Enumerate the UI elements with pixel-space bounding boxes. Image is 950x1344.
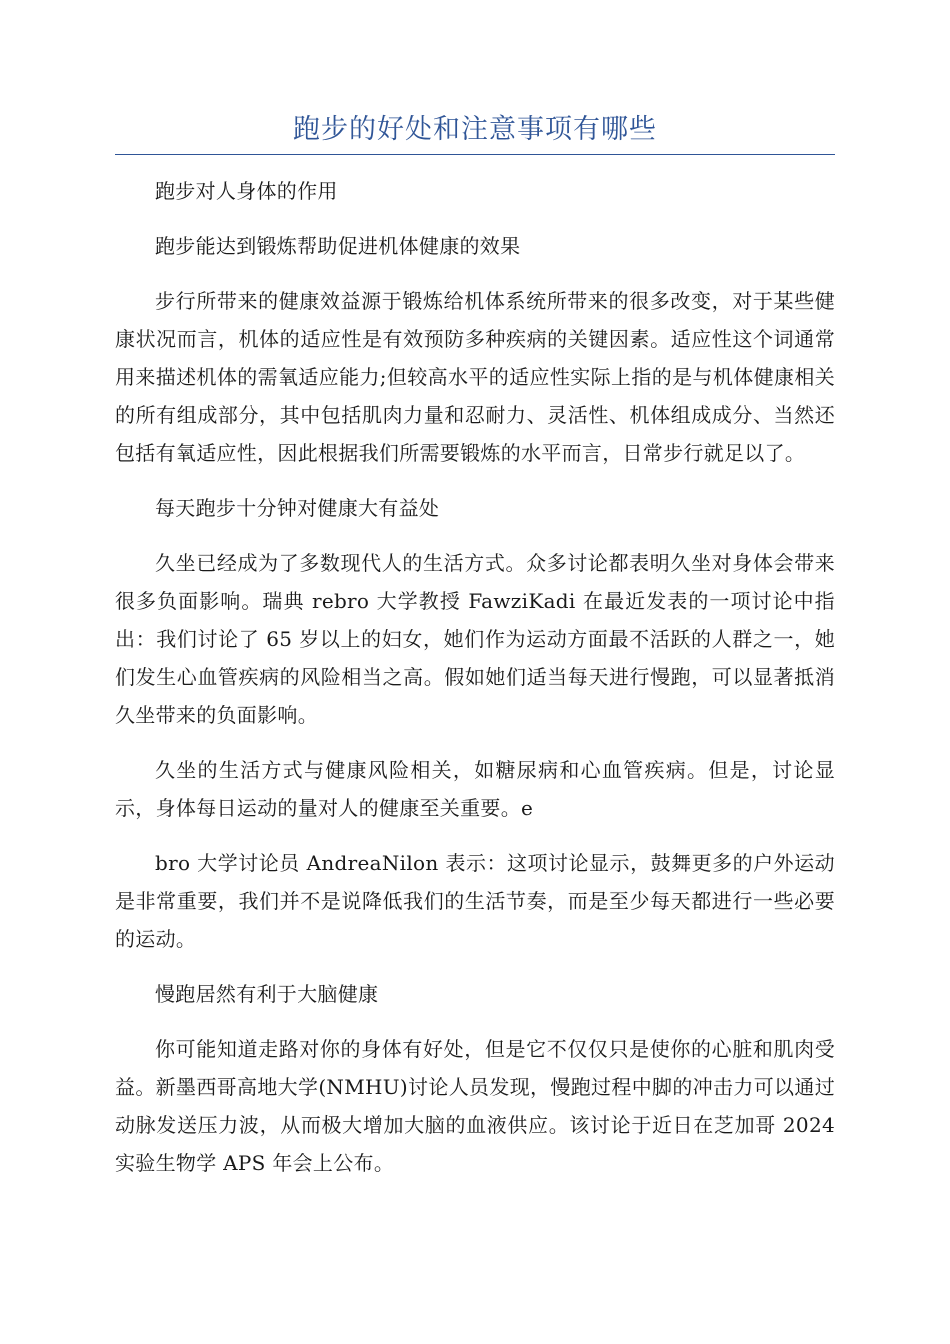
- title-divider: [115, 154, 835, 155]
- body-paragraph: 久坐已经成为了多数现代人的生活方式。众多讨论都表明久坐对身体会带来很多负面影响。瑞典 rebro 大学教授 FawziKadi 在最近发表的一项讨论中指出：我们讨论了 65 岁以上的妇女，她们作为运动方面最不活跃的人群之一，她们发生心血管疾病的风险相当之高。假如她们适当每天进行慢跑，可以显著抵消久坐带来的负面影响。: [115, 551, 835, 727]
- section-heading: 每天跑步十分钟对健康大有益处: [155, 496, 440, 520]
- body-paragraph: 你可能知道走路对你的身体有好处，但是它不仅仅只是使你的心脏和肌肉受益。新墨西哥高地大学(NMHU)讨论人员发现，慢跑过程中脚的冲击力可以通过动脉发送压力波，从而极大增加大脑的血液供应。该讨论于近日在芝加哥 2024 实验生物学 APS 年会上公布。: [115, 1037, 835, 1175]
- section-heading: 慢跑居然有利于大脑健康: [155, 982, 379, 1006]
- section-subheading: 跑步能达到锻炼帮助促进机体健康的效果: [155, 234, 521, 258]
- body-paragraph: 步行所带来的健康效益源于锻炼给机体系统所带来的很多改变，对于某些健康状况而言，机体的适应性是有效预防多种疾病的关键因素。适应性这个词通常用来描述机体的需氧适应能力;但较高水平的适应性实际上指的是与机体健康相关的所有组成部分，其中包括肌肉力量和忍耐力、灵活性、机体组成成分、当然还包括有氧适应性，因此根据我们所需要锻炼的水平而言，日常步行就足以了。: [115, 289, 835, 465]
- body-paragraph: 久坐的生活方式与健康风险相关，如糖尿病和心血管疾病。但是，讨论显示，身体每日运动的量对人的健康至关重要。e: [115, 758, 835, 820]
- document-body: [115, 172, 835, 1199]
- body-paragraph: bro 大学讨论员 AndreaNilon 表示：这项讨论显示，鼓舞更多的户外运动是非常重要，我们并不是说降低我们的生活节奏，而是至少每天都进行一些必要的运动。: [115, 851, 835, 951]
- section-heading: 跑步对人身体的作用: [155, 179, 338, 203]
- page-title: 跑步的好处和注意事项有哪些: [293, 114, 657, 145]
